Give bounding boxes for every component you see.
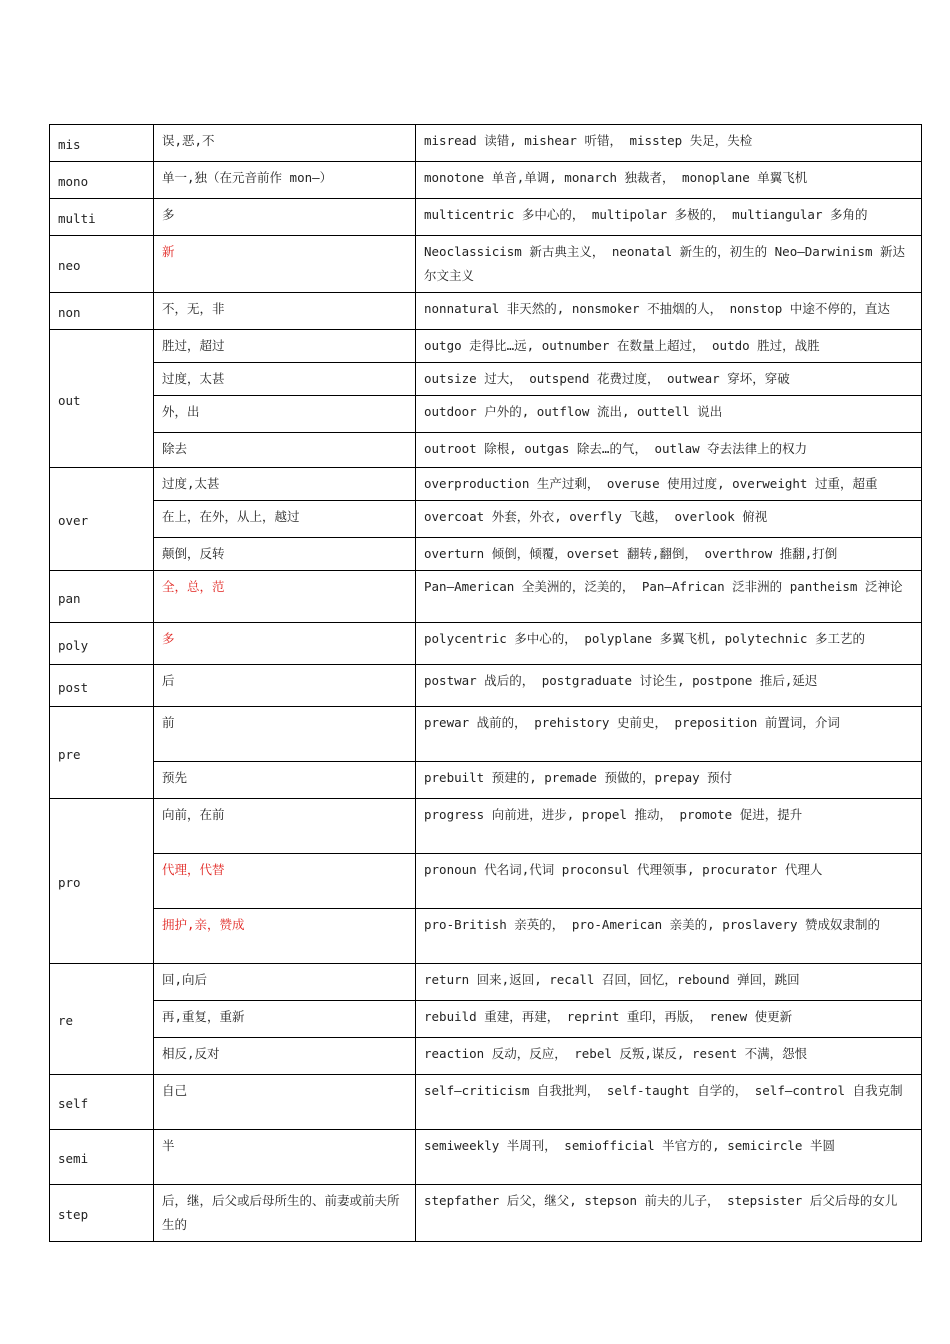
table-row <box>50 125 922 162</box>
meaning-cell: 不，无，非 <box>154 293 416 330</box>
table-row <box>50 468 922 501</box>
examples-cell: nonnatural 非天然的, nonsmoker 不抽烟的人， nonstop 中途不停的，直达 <box>416 293 922 330</box>
examples-cell: outdoor 户外的, outflow 流出, outtell 说出 <box>416 396 922 433</box>
prefix-cell: self <box>50 1075 154 1130</box>
meaning-cell: 相反,反对 <box>154 1038 416 1075</box>
table-row <box>50 571 922 623</box>
prefix-table-body <box>50 125 922 1242</box>
meaning-cell: 后，继，后父或后母所生的、前妻或前夫所生的 <box>154 1185 416 1242</box>
prefix-cell: post <box>50 665 154 707</box>
meaning-cell: 自己 <box>154 1075 416 1130</box>
meaning-cell: 拥护,亲，赞成 <box>154 909 416 964</box>
table-row <box>50 762 922 799</box>
meaning-cell: 多 <box>154 199 416 236</box>
prefix-cell: neo <box>50 236 154 293</box>
meaning-cell: 颠倒，反转 <box>154 538 416 571</box>
meaning-cell: 过度，太甚 <box>154 363 416 396</box>
examples-cell: pro-British 亲英的， pro-American 亲美的, proslavery 赞成奴隶制的 <box>416 909 922 964</box>
meaning-cell: 在上，在外，从上，越过 <box>154 501 416 538</box>
examples-cell: Neoclassicism 新古典主义， neonatal 新生的，初生的 Neo—Darwinism 新达尔文主义 <box>416 236 922 293</box>
table-row <box>50 964 922 1001</box>
table-row <box>50 363 922 396</box>
examples-cell: misread 读错, mishear 听错， misstep 失足，失检 <box>416 125 922 162</box>
examples-cell: polycentric 多中心的， polyplane 多翼飞机, polytechnic 多工艺的 <box>416 623 922 665</box>
meaning-cell: 半 <box>154 1130 416 1185</box>
meaning-cell: 多 <box>154 623 416 665</box>
table-row <box>50 1075 922 1130</box>
meaning-cell: 误,恶,不 <box>154 125 416 162</box>
table-row <box>50 1038 922 1075</box>
table-row <box>50 1130 922 1185</box>
examples-cell: pronoun 代名词,代词 proconsul 代理领事, procurator 代理人 <box>416 854 922 909</box>
examples-cell: prewar 战前的， prehistory 史前史， preposition 前置词，介词 <box>416 707 922 762</box>
meaning-cell: 回,向后 <box>154 964 416 1001</box>
examples-cell: semiweekly 半周刊， semiofficial 半官方的, semicircle 半圆 <box>416 1130 922 1185</box>
table-row <box>50 330 922 363</box>
table-row <box>50 433 922 468</box>
table-row <box>50 538 922 571</box>
examples-cell: outroot 除根, outgas 除去…的气， outlaw 夺去法律上的权力 <box>416 433 922 468</box>
meaning-cell: 代理，代替 <box>154 854 416 909</box>
table-row <box>50 854 922 909</box>
prefix-cell: over <box>50 468 154 571</box>
table-row <box>50 623 922 665</box>
prefix-cell: pan <box>50 571 154 623</box>
prefix-cell: poly <box>50 623 154 665</box>
examples-cell: multicentric 多中心的， multipolar 多极的， multiangular 多角的 <box>416 199 922 236</box>
meaning-cell: 后 <box>154 665 416 707</box>
examples-cell: progress 向前进，进步, propel 推动， promote 促进，提升 <box>416 799 922 854</box>
table-row <box>50 396 922 433</box>
table-row <box>50 236 922 293</box>
meaning-cell: 全，总，范 <box>154 571 416 623</box>
table-row <box>50 799 922 854</box>
table-row <box>50 909 922 964</box>
meaning-cell: 再,重复，重新 <box>154 1001 416 1038</box>
prefix-cell: re <box>50 964 154 1075</box>
meaning-cell: 过度,太甚 <box>154 468 416 501</box>
examples-cell: monotone 单音,单调, monarch 独裁者， monoplane 单翼飞机 <box>416 162 922 199</box>
examples-cell: postwar 战后的， postgraduate 讨论生, postpone 推后,延迟 <box>416 665 922 707</box>
prefix-cell: out <box>50 330 154 468</box>
meaning-cell: 胜过，超过 <box>154 330 416 363</box>
meaning-cell: 向前，在前 <box>154 799 416 854</box>
examples-cell: self—criticism 自我批判， self-taught 自学的， self—control 自我克制 <box>416 1075 922 1130</box>
table-row <box>50 1185 922 1242</box>
examples-cell: overproduction 生产过剩， overuse 使用过度, overweight 过重，超重 <box>416 468 922 501</box>
table-row <box>50 707 922 762</box>
examples-cell: outsize 过大， outspend 花费过度， outwear 穿坏，穿破 <box>416 363 922 396</box>
prefix-cell: non <box>50 293 154 330</box>
prefix-table <box>49 124 922 1242</box>
examples-cell: outgo 走得比…远, outnumber 在数量上超过， outdo 胜过，战胜 <box>416 330 922 363</box>
prefix-cell: pre <box>50 707 154 799</box>
table-row <box>50 665 922 707</box>
table-row <box>50 1001 922 1038</box>
meaning-cell: 预先 <box>154 762 416 799</box>
prefix-cell: pro <box>50 799 154 964</box>
prefix-cell: step <box>50 1185 154 1242</box>
prefix-cell: mis <box>50 125 154 162</box>
examples-cell: rebuild 重建，再建， reprint 重印，再版， renew 使更新 <box>416 1001 922 1038</box>
examples-cell: overturn 倾倒，倾覆，overset 翻转,翻倒， overthrow 推翻,打倒 <box>416 538 922 571</box>
table-row <box>50 199 922 236</box>
prefix-cell: mono <box>50 162 154 199</box>
meaning-cell: 外，出 <box>154 396 416 433</box>
examples-cell: return 回来,返回, recall 召回，回忆，rebound 弹回，跳回 <box>416 964 922 1001</box>
prefix-cell: multi <box>50 199 154 236</box>
table-row <box>50 162 922 199</box>
meaning-cell: 新 <box>154 236 416 293</box>
table-row <box>50 501 922 538</box>
table-row <box>50 293 922 330</box>
examples-cell: prebuilt 预建的, premade 预做的，prepay 预付 <box>416 762 922 799</box>
prefix-cell: semi <box>50 1130 154 1185</box>
examples-cell: stepfather 后父，继父, stepson 前夫的儿子， stepsister 后父后母的女儿 <box>416 1185 922 1242</box>
examples-cell: overcoat 外套，外衣, overfly 飞越， overlook 俯视 <box>416 501 922 538</box>
examples-cell: reaction 反动，反应， rebel 反叛,谋反, resent 不满，怨恨 <box>416 1038 922 1075</box>
examples-cell: Pan—American 全美洲的，泛美的， Pan—African 泛非洲的 pantheism 泛神论 <box>416 571 922 623</box>
meaning-cell: 单一,独（在元音前作 mon—） <box>154 162 416 199</box>
meaning-cell: 前 <box>154 707 416 762</box>
meaning-cell: 除去 <box>154 433 416 468</box>
